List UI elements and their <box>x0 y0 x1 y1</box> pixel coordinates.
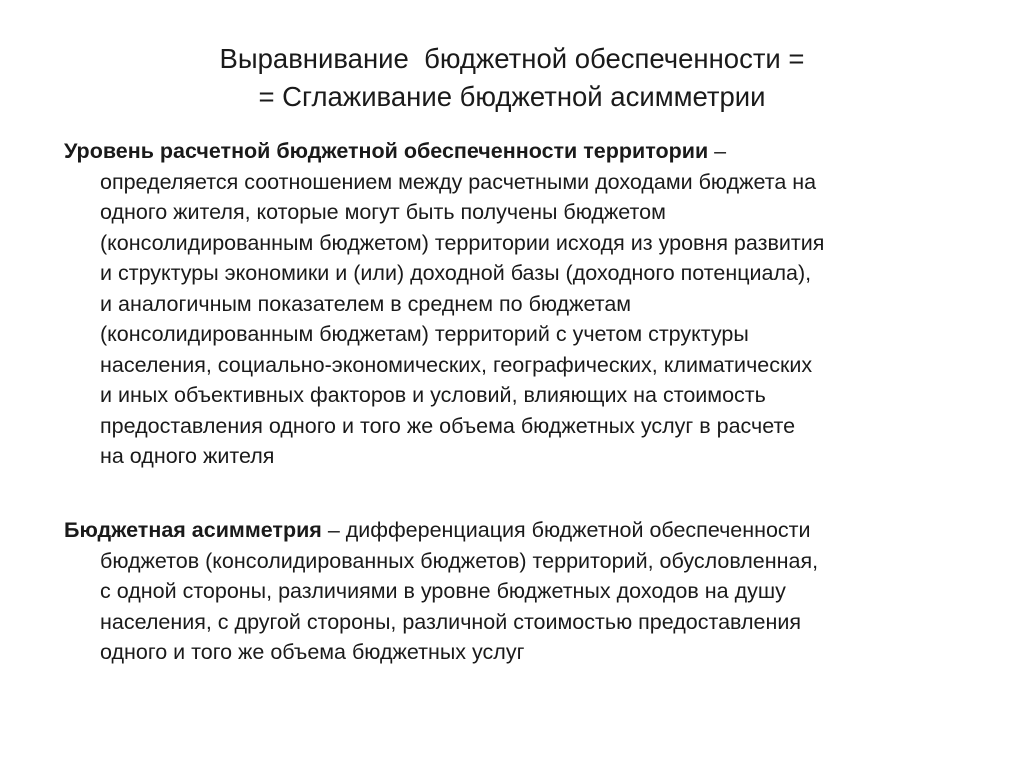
definition-line: определяется соотношением между расчетными доходами бюджета на <box>100 169 817 194</box>
definition-line: и иных объективных факторов и условий, влияющих на стоимость <box>100 383 766 407</box>
definition-term: Уровень расчетной бюджетной обеспеченности территории <box>64 139 709 163</box>
title-line: = Сглаживание бюджетной асимметрии <box>258 81 766 112</box>
definition-text: – дифференциация бюджетной обеспеченности <box>321 518 811 542</box>
definition-term: Бюджетная асимметрия <box>64 518 322 542</box>
definition-line: одного и того же объема бюджетных услуг <box>100 640 525 664</box>
definition-budget-sufficiency-level <box>64 136 994 472</box>
definition-line: с одной стороны, различиями в уровне бюджетных доходов на душу <box>100 579 786 603</box>
definition-line: населения, с другой стороны, различной стоимостью предоставления <box>100 609 802 634</box>
definition-line: одного жителя, которые могут быть получены бюджетом <box>100 200 666 224</box>
definition-dash: – <box>708 139 727 163</box>
definition-line: и аналогичным показателем в среднем по бюджетам <box>100 291 632 316</box>
definition-line: и структуры экономики и (или) доходной базы (доходного потенциала), <box>100 261 812 285</box>
definition-line: бюджетов (консолидированных бюджетов) территорий, обусловленная, <box>100 548 819 573</box>
definition-line: на одного жителя <box>100 444 275 468</box>
definition-first-line <box>64 515 994 546</box>
definition-line: (консолидированным бюджетам) территорий с учетом структуры <box>100 322 749 346</box>
slide-title <box>0 40 1024 116</box>
definition-first-line <box>64 136 994 167</box>
definition-budget-asymmetry <box>64 515 994 668</box>
definition-line: (консолидированным бюджетом) территории исходя из уровня развития <box>100 230 825 255</box>
definition-line: предоставления одного и того же объема бюджетных услуг в расчете <box>100 413 796 438</box>
title-line: Выравнивание бюджетной обеспеченности = <box>219 43 805 74</box>
definition-line: населения, социально-экономических, географических, климатических <box>100 352 813 377</box>
